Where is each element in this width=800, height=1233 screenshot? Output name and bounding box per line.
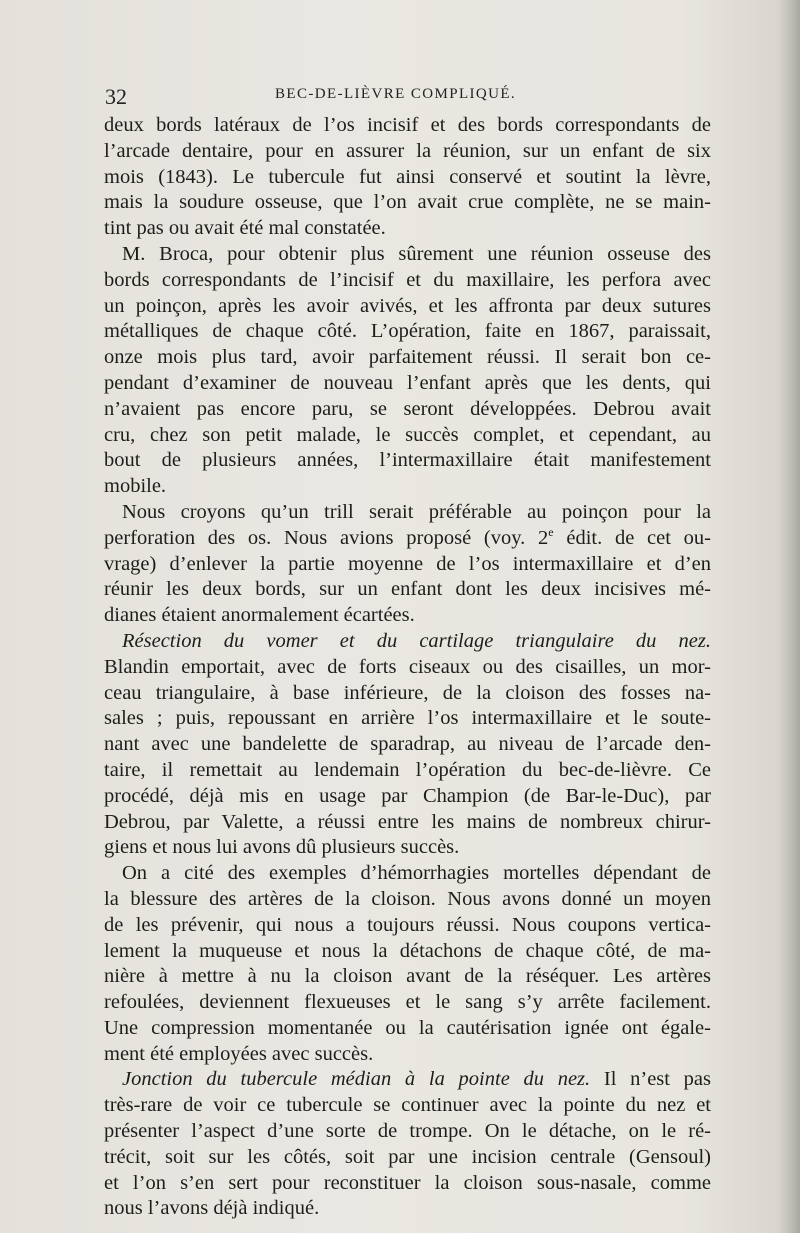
text-line: et l’on s’en sert pour reconstituer la cloison sous-nasale, comme bbox=[104, 1171, 711, 1194]
text-line: un poinçon, après les avoir avivés, et les affronta par deux sutures bbox=[104, 294, 711, 317]
text-line: refoulées, deviennent flexueuses et le sang s’y arrête facilement. bbox=[104, 991, 711, 1014]
text-line: nous l’avons déjà indiqué. bbox=[104, 1197, 320, 1220]
text-line: giens et nous lui avons dû plusieurs succès. bbox=[104, 836, 460, 859]
text-line: mois (1843). Le tubercule fut ainsi conservé et soutint la lèvre, bbox=[104, 165, 711, 188]
text-line: taire, il remettait au lendemain l’opération du bec-de-lièvre. Ce bbox=[104, 758, 711, 781]
text-line: cru, chez son petit malade, le succès complet, et cependant, au bbox=[104, 423, 711, 446]
text-line: la blessure des artères de la cloison. Nous avons donné un moyen bbox=[104, 887, 711, 910]
text-line: l’arcade dentaire, pour en assurer la réunion, sur un enfant de six bbox=[104, 139, 711, 162]
text-line: pendant d’examiner de nouveau l’enfant après que les dents, qui bbox=[104, 371, 711, 394]
text-line: Une compression momentanée ou la cautérisation ignée ont égale- bbox=[104, 1016, 711, 1039]
text-line: Nous croyons qu’un trill serait préférable au poinçon pour la bbox=[122, 500, 711, 523]
text-line: mais la soudure osseuse, que l’on avait crue complète, ne se main- bbox=[104, 191, 711, 214]
text-line: mobile. bbox=[104, 475, 167, 498]
page-number: 32 bbox=[105, 84, 127, 109]
text-line: nant avec une bandelette de sparadrap, au niveau de l’arcade den- bbox=[104, 733, 711, 756]
text-line-with-superscript bbox=[104, 526, 711, 552]
text-segment: perforation des os. Nous avions proposé (voy. 2 bbox=[104, 526, 549, 549]
text-line: bords correspondants de l’incisif et du maxillaire, les perfora avec bbox=[104, 268, 711, 291]
text-line: onze mois plus tard, avoir parfaitement réussi. Il serait bon ce- bbox=[104, 346, 711, 369]
text-line: Blandin emportait, avec de forts ciseaux ou des cisailles, un mor- bbox=[104, 655, 711, 678]
text-line: ceau triangulaire, à base inférieure, de la cloison des fosses na- bbox=[104, 681, 711, 704]
page-header bbox=[105, 80, 710, 110]
text-line: bout de plusieurs années, l’intermaxillaire était manifestement bbox=[104, 449, 711, 472]
text-segment: édit. de cet ou- bbox=[553, 526, 712, 549]
text-line: procédé, déjà mis en usage par Champion (de Bar-le-Duc), par bbox=[104, 784, 711, 807]
text-line: nière à mettre à nu la cloison avant de la réséquer. Les artères bbox=[104, 965, 711, 988]
text-line: vrage) d’enlever la partie moyenne de l’os intermaxillaire et d’en bbox=[104, 552, 711, 575]
superscript: e bbox=[548, 524, 554, 539]
running-title: BEC-DE-LIÈVRE COMPLIQUÉ. bbox=[275, 86, 517, 102]
text-line: présenter l’aspect d’une sorte de trompe. On le détache, on le ré- bbox=[104, 1120, 711, 1143]
text-line: ment été employées avec succès. bbox=[104, 1042, 374, 1065]
text-line: sales ; puis, repoussant en arrière l’os intermaxillaire et le soute- bbox=[104, 707, 711, 730]
text-line: dianes étaient anormalement écartées. bbox=[104, 604, 415, 627]
text-line: métalliques de chaque côté. L’opération, faite en 1867, paraissait, bbox=[104, 320, 711, 343]
section-heading: Résection du vomer et du cartilage triangulaire du nez. bbox=[122, 629, 711, 652]
text-line: très-rare de voir ce tubercule se continuer avec la pointe du nez et bbox=[104, 1094, 711, 1117]
text-line: Debrou, par Valette, a réussi entre les mains de nombreux chirur- bbox=[104, 810, 711, 833]
text-line: trécit, soit sur les côtés, soit par une incision centrale (Gensoul) bbox=[104, 1145, 711, 1168]
text-line: lement la muqueuse et nous la détachons de chaque côté, de ma- bbox=[104, 939, 711, 962]
text-line: deux bords latéraux de l’os incisif et des bords correspondants de bbox=[104, 114, 711, 136]
text-line-with-heading bbox=[104, 1067, 711, 1093]
text-line: de les prévenir, qui nous a toujours réussi. Nous coupons vertica- bbox=[104, 913, 711, 936]
text-line: M. Broca, pour obtenir plus sûrement une réunion osseuse des bbox=[122, 242, 711, 265]
text-line: n’avaient pas encore paru, se seront développées. Debrou avait bbox=[104, 397, 711, 420]
text-segment: Il n’est pas bbox=[590, 1068, 712, 1091]
text-line: tint pas ou avait été mal constatée. bbox=[104, 217, 386, 240]
page-spine-shadow bbox=[778, 0, 800, 1233]
body-text bbox=[104, 113, 711, 1222]
text-line: On a cité des exemples d’hémorrhagies mortelles dépendant de bbox=[122, 862, 711, 885]
text-line: réunir les deux bords, sur un enfant dont les deux incisives mé- bbox=[104, 578, 711, 601]
section-heading: Jonction du tubercule médian à la pointe du nez. bbox=[122, 1068, 591, 1091]
